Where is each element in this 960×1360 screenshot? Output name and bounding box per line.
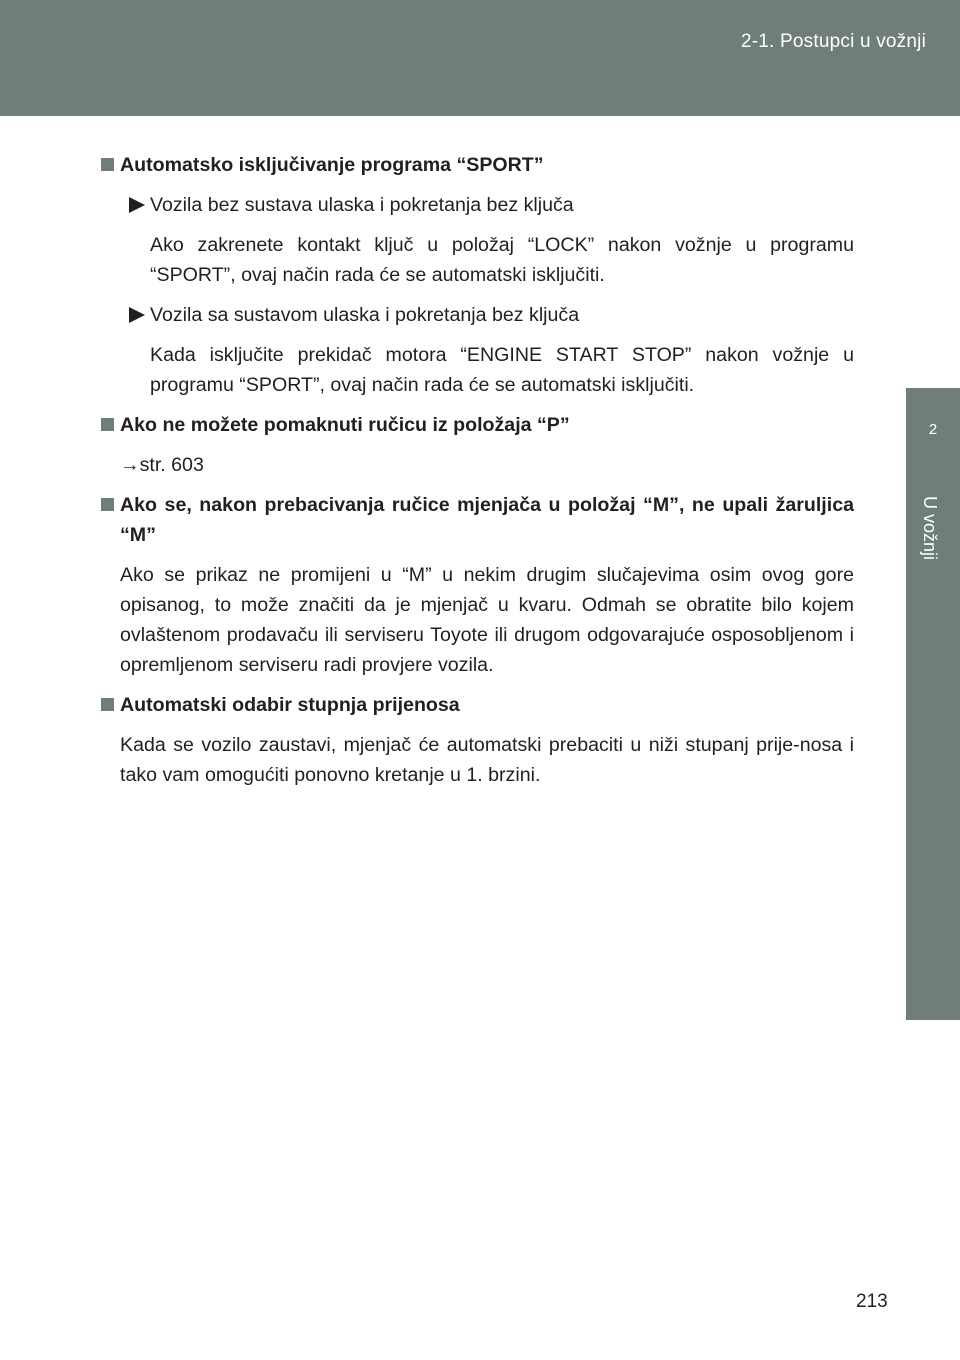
chapter-tab [906,388,960,1020]
page-number: 213 [856,1291,888,1312]
section-title: 2-1. Postupci u vožnji [741,31,926,52]
paragraph: Kada isključite prekidač motora “ENGINE START STOP” nakon vožnje u programu “SPORT”, ovaj način rada će se automatski isključiti. [150,344,854,396]
section-heading: Automatski odabir stupnja prijenosa [99,690,854,720]
page-content [99,150,854,800]
paragraph: Ako zakrenete kontakt ključ u položaj “LOCK” nakon vožnje u programu “SPORT”, ovaj način rada će se automatski isključiti. [150,234,854,286]
square-bullet-icon [99,490,120,550]
square-bullet-icon [99,150,120,180]
page-reference: →str. 603 [120,454,204,476]
chapter-label: U vožnji [920,496,940,561]
triangle-bullet-icon [126,300,150,330]
chapter-number: 2 [928,421,938,438]
paragraph: Kada se vozilo zaustavi, mjenjač će automatski prebaciti u niži stupanj prije-nosa i tako vam omogućiti ponovno kretanje u 1. brzini. [120,734,854,786]
square-bullet-icon [99,690,120,720]
section-heading: Ako ne možete pomaknuti ručicu iz položaja “P” [99,410,854,440]
triangle-bullet-icon [126,190,150,220]
section-heading: Automatsko isključivanje programa “SPORT” [99,150,854,180]
square-bullet-icon [99,410,120,440]
section-heading: Ako se, nakon prebacivanja ručice mjenjača u položaj “M”, ne upali žaruljica “M” [99,490,854,550]
sub-heading: Vozila bez sustava ulaska i pokretanja bez ključa [126,190,854,220]
paragraph: Ako se prikaz ne promijeni u “M” u nekim drugim slučajevima osim ovog gore opisanog, to može značiti da je mjenjač u kvaru. Odmah se obratite bilo kojem ovlaštenom prodavaču ili serviseru Toyote ili drugom odgovarajuće osposobljenom i opremljenom serviseru radi provjere vozila. [120,564,854,676]
header-bar [0,0,960,116]
sub-heading: Vozila sa sustavom ulaska i pokretanja bez ključa [126,300,854,330]
